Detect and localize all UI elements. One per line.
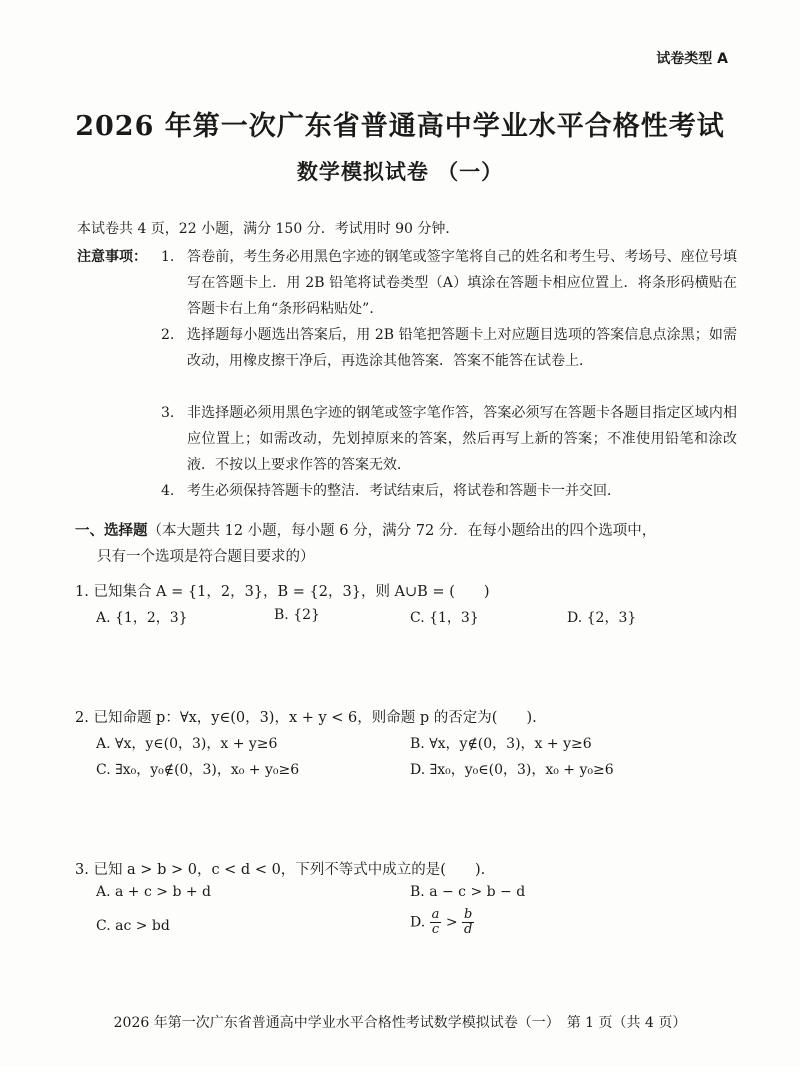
note-number: 3. bbox=[161, 405, 175, 421]
note-number: 2. bbox=[161, 327, 175, 343]
note-text: 答卷前，考生务必用黑色字迹的钢笔或签字笔将自己的姓名和考生号、考场号、座位号填写在答题卡上．用 2B 铅笔将试卷类型（A）填涂在答题卡相应位置上．将条形码横贴在答题卡右上角“条形码粘贴处”． bbox=[187, 249, 737, 317]
paper-type-label: 试卷类型 A bbox=[656, 51, 728, 67]
fraction-b-over-d: $\frac{b}{d}$ bbox=[464, 907, 473, 937]
question-1-option-b: B. {2} bbox=[274, 607, 320, 623]
page-footer: 2026 年第一次广东省普通高中学业水平合格性考试数学模拟试卷（一） 第 1 页（共 4 页） bbox=[113, 1015, 687, 1031]
note-text: 考生必须保持答题卡的整洁．考试结束后，将试卷和答题卡一并交回． bbox=[187, 483, 621, 499]
question-2-option-b: B. ∀x，y∉(0，3)，x + y≥6 bbox=[410, 736, 592, 752]
note-item-1 bbox=[161, 244, 737, 322]
note-number: 1. bbox=[161, 249, 175, 265]
question-2-option-d: D. ∃x₀，y₀∈(0，3)，x₀ + y₀≥6 bbox=[410, 762, 614, 778]
question-3-option-c: C. ac > bd bbox=[96, 918, 170, 934]
fraction-a-over-c: $\frac{a}{c}$ bbox=[431, 907, 440, 937]
question-1-option-d: D. {2，3} bbox=[567, 610, 637, 626]
section-choice bbox=[75, 518, 735, 570]
exam-subtitle: 数学模拟试卷 （一） bbox=[296, 160, 504, 184]
note-item-3 bbox=[161, 400, 737, 478]
exam-title: 2026 年第一次广东省普通高中学业水平合格性考试 bbox=[75, 111, 725, 142]
question-3-option-a: A. a + c > b + d bbox=[96, 884, 212, 900]
question-2-option-a: A. ∀x，y∈(0，3)，x + y≥6 bbox=[96, 736, 278, 752]
section-description-line1: （本大题共 12 小题，每小题 6 分，满分 72 分．在每小题给出的四个选项中， bbox=[147, 523, 657, 539]
section-heading: 一、选择题 bbox=[75, 523, 148, 539]
note-text: 非选择题必须用黑色字迹的钢笔或签字笔作答，答案必须写在答题卡各题目指定区域内相应位置上；如需改动，先划掉原来的答案，然后再写上新的答案；不准使用铅笔和涂改液．不按以上要求作答的答案无效． bbox=[187, 405, 737, 473]
question-2-stem: 2. 已知命题 p：∀x，y∈(0，3)，x + y < 6，则命题 p 的否定为( ). bbox=[75, 710, 537, 726]
option-d-label: D. bbox=[410, 914, 426, 931]
question-3-stem: 3. 已知 a > b > 0，c < d < 0，下列不等式中成立的是( ). bbox=[75, 862, 486, 878]
question-1-option-c: C. {1，3} bbox=[410, 610, 479, 626]
question-1-option-a: A. {1，2，3} bbox=[96, 610, 188, 626]
note-text: 选择题每小题选出答案后，用 2B 铅笔把答题卡上对应题目选项的答案信息点涂黑；如需改动，用橡皮擦干净后，再选涂其他答案．答案不能答在试卷上． bbox=[187, 327, 737, 369]
notes-heading: 注意事项： bbox=[77, 249, 147, 265]
note-item-4 bbox=[161, 478, 737, 504]
question-3-option-d bbox=[410, 908, 474, 937]
section-description-line2: 只有一个选项是符合题目要求的） bbox=[97, 549, 315, 565]
relation-symbol: > bbox=[445, 914, 458, 931]
question-1-stem: 1. 已知集合 A = {1，2，3}，B = {2，3}，则 A∪B = ( ) bbox=[75, 584, 490, 600]
question-2-option-c: C. ∃x₀，y₀∉(0，3)，x₀ + y₀≥6 bbox=[96, 762, 300, 778]
exam-intro: 本试卷共 4 页，22 小题，满分 150 分．考试用时 90 分钟． bbox=[77, 221, 460, 237]
question-3-option-b: B. a − c > b − d bbox=[410, 884, 526, 900]
note-item-2 bbox=[161, 322, 737, 374]
note-number: 4. bbox=[161, 483, 175, 499]
